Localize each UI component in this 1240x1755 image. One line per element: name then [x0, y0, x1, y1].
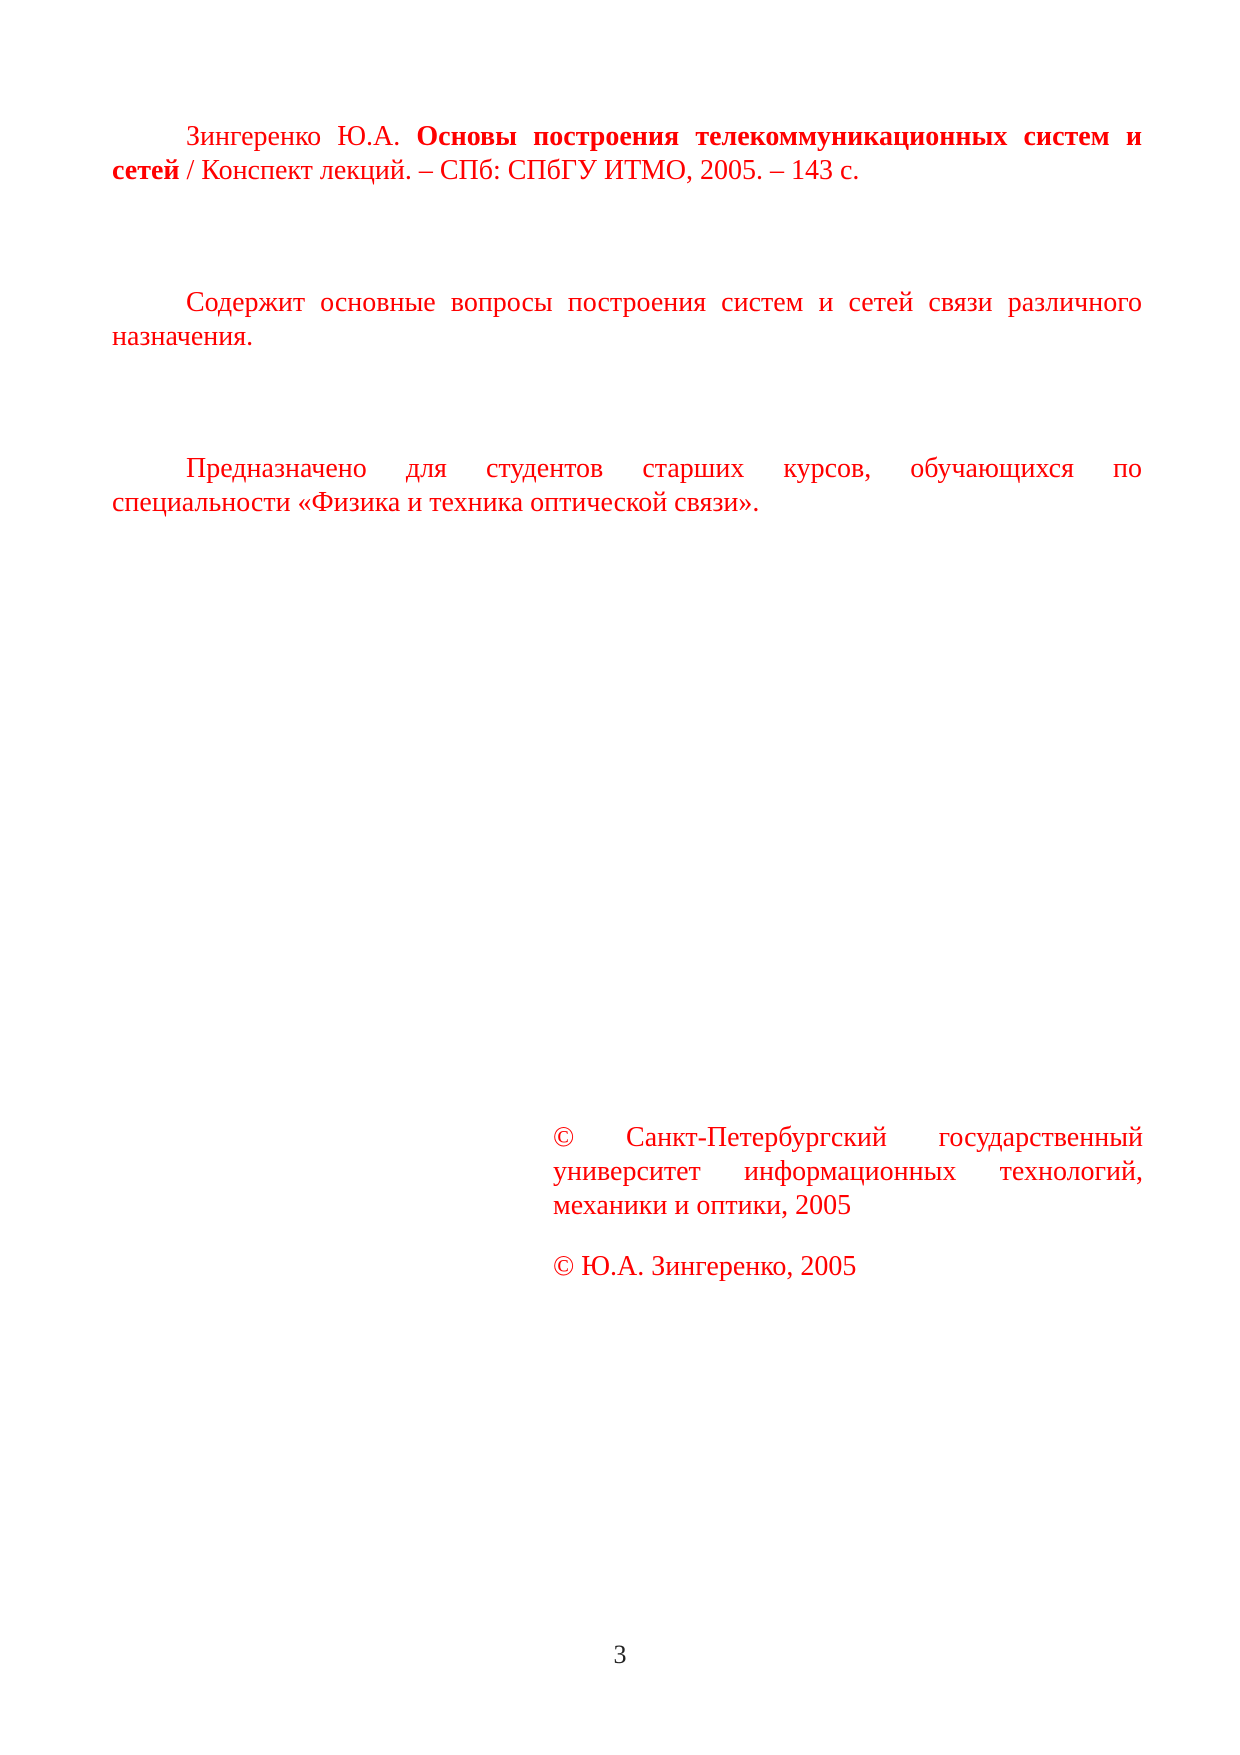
citation-details: / Конспект лекций. – СПб: СПбГУ ИТМО, 2005. – 143 с. [186, 155, 860, 186]
copyright-author: © Ю.А. Зингеренко, 2005 [553, 1251, 857, 1282]
citation-title: Основы построения телекоммуникационных систем и сетей [112, 121, 1143, 186]
bibliographic-citation [112, 120, 1142, 188]
page-number: 3 [613, 1640, 627, 1669]
audience-line-1: Предназначено для студентов старших курсов, обучающихся по [186, 453, 1142, 484]
copyright-university: © Санкт-Петербургский государственный университет информационных технологий, механики и оптики, 2005 [553, 1122, 1143, 1221]
abstract-paragraph: Содержит основные вопросы построения систем и сетей связи различного назначения. [112, 287, 1142, 352]
audience-line-2: специальности «Физика и техника оптической связи». [112, 487, 760, 518]
citation-author: Зингеренко Ю.А. [186, 121, 401, 152]
audience-paragraph [112, 452, 1142, 520]
